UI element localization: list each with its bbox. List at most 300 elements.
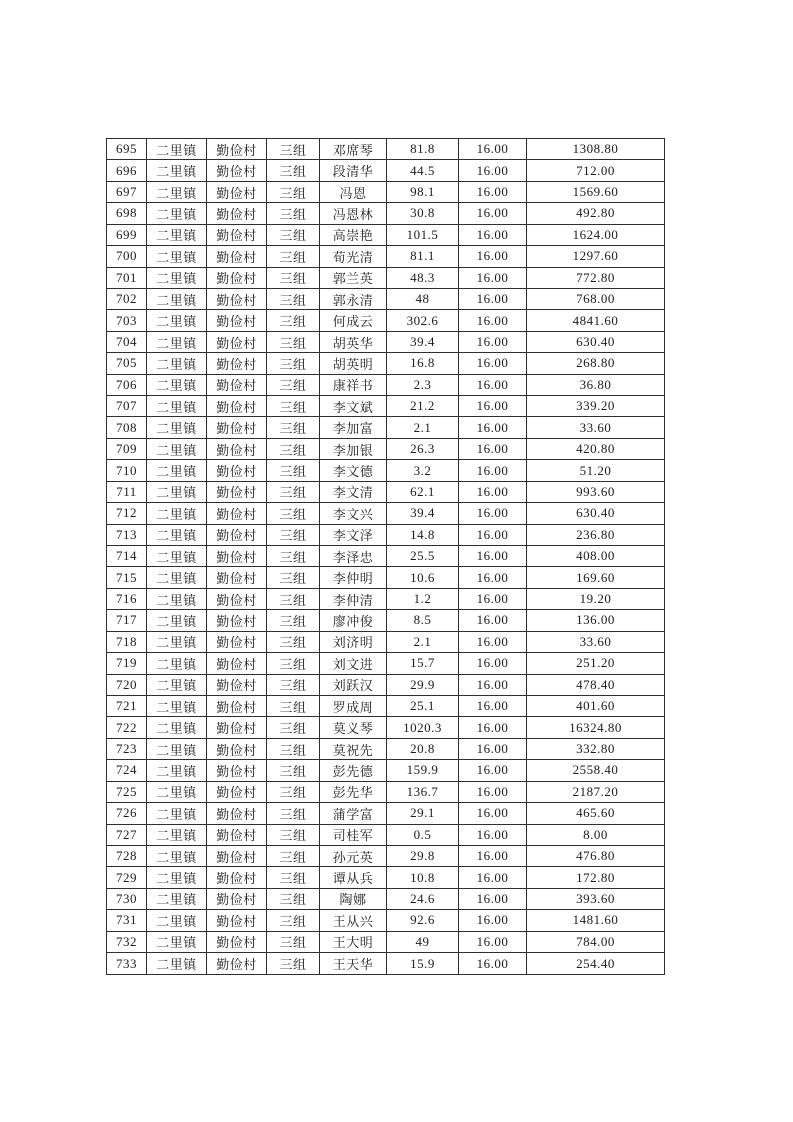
cell-village: 勤俭村 (207, 503, 267, 524)
cell-village: 勤俭村 (207, 695, 267, 716)
cell-amount: 172.80 (527, 867, 665, 888)
cell-area: 25.5 (387, 546, 459, 567)
cell-area: 39.4 (387, 503, 459, 524)
cell-village: 勤俭村 (207, 331, 267, 352)
cell-seq: 730 (107, 888, 147, 909)
table-row (107, 438, 665, 459)
cell-group: 三组 (267, 867, 320, 888)
cell-amount: 772.80 (527, 267, 665, 288)
cell-unit_price: 16.00 (459, 160, 527, 181)
cell-unit_price: 16.00 (459, 781, 527, 802)
cell-amount: 768.00 (527, 288, 665, 309)
cell-town: 二里镇 (147, 695, 207, 716)
table-row (107, 567, 665, 588)
cell-name: 高崇艳 (320, 224, 387, 245)
cell-area: 21.2 (387, 396, 459, 417)
cell-seq: 724 (107, 760, 147, 781)
cell-village: 勤俭村 (207, 481, 267, 502)
cell-town: 二里镇 (147, 353, 207, 374)
cell-unit_price: 16.00 (459, 460, 527, 481)
cell-group: 三组 (267, 588, 320, 609)
cell-name: 莫祝先 (320, 738, 387, 759)
cell-seq: 717 (107, 610, 147, 631)
cell-group: 三组 (267, 310, 320, 331)
cell-amount: 8.00 (527, 824, 665, 845)
cell-seq: 716 (107, 588, 147, 609)
cell-town: 二里镇 (147, 931, 207, 952)
cell-unit_price: 16.00 (459, 610, 527, 631)
table-row (107, 781, 665, 802)
cell-area: 1.2 (387, 588, 459, 609)
cell-unit_price: 16.00 (459, 224, 527, 245)
payment-table (106, 138, 665, 975)
cell-unit_price: 16.00 (459, 139, 527, 160)
cell-seq: 702 (107, 288, 147, 309)
cell-town: 二里镇 (147, 738, 207, 759)
cell-unit_price: 16.00 (459, 845, 527, 866)
cell-town: 二里镇 (147, 503, 207, 524)
table-row (107, 631, 665, 652)
cell-group: 三组 (267, 438, 320, 459)
cell-name: 李文兴 (320, 503, 387, 524)
cell-town: 二里镇 (147, 246, 207, 267)
table-row (107, 224, 665, 245)
cell-name: 李文斌 (320, 396, 387, 417)
cell-area: 14.8 (387, 524, 459, 545)
table-row (107, 695, 665, 716)
cell-unit_price: 16.00 (459, 695, 527, 716)
cell-name: 胡英明 (320, 353, 387, 374)
cell-seq: 713 (107, 524, 147, 545)
table-row (107, 760, 665, 781)
cell-group: 三组 (267, 374, 320, 395)
cell-village: 勤俭村 (207, 824, 267, 845)
cell-amount: 476.80 (527, 845, 665, 866)
cell-area: 2.3 (387, 374, 459, 395)
cell-area: 302.6 (387, 310, 459, 331)
cell-name: 王从兴 (320, 910, 387, 931)
cell-seq: 714 (107, 546, 147, 567)
cell-village: 勤俭村 (207, 160, 267, 181)
cell-area: 44.5 (387, 160, 459, 181)
cell-unit_price: 16.00 (459, 867, 527, 888)
cell-town: 二里镇 (147, 546, 207, 567)
table-row (107, 610, 665, 631)
cell-area: 98.1 (387, 181, 459, 202)
cell-group: 三组 (267, 288, 320, 309)
cell-unit_price: 16.00 (459, 824, 527, 845)
cell-unit_price: 16.00 (459, 910, 527, 931)
cell-area: 15.9 (387, 953, 459, 975)
cell-seq: 695 (107, 139, 147, 160)
cell-amount: 993.60 (527, 481, 665, 502)
cell-area: 10.8 (387, 867, 459, 888)
table-row (107, 910, 665, 931)
cell-village: 勤俭村 (207, 588, 267, 609)
cell-town: 二里镇 (147, 460, 207, 481)
cell-village: 勤俭村 (207, 931, 267, 952)
cell-name: 李文泽 (320, 524, 387, 545)
cell-group: 三组 (267, 460, 320, 481)
table-row (107, 288, 665, 309)
cell-amount: 16324.80 (527, 717, 665, 738)
cell-group: 三组 (267, 524, 320, 545)
cell-amount: 268.80 (527, 353, 665, 374)
cell-amount: 1481.60 (527, 910, 665, 931)
cell-name: 段清华 (320, 160, 387, 181)
table-row (107, 460, 665, 481)
table-row (107, 888, 665, 909)
cell-seq: 722 (107, 717, 147, 738)
cell-amount: 784.00 (527, 931, 665, 952)
cell-unit_price: 16.00 (459, 567, 527, 588)
cell-area: 20.8 (387, 738, 459, 759)
cell-town: 二里镇 (147, 588, 207, 609)
cell-name: 蒲学富 (320, 803, 387, 824)
cell-unit_price: 16.00 (459, 503, 527, 524)
cell-name: 李加富 (320, 417, 387, 438)
cell-village: 勤俭村 (207, 760, 267, 781)
cell-area: 26.3 (387, 438, 459, 459)
cell-area: 101.5 (387, 224, 459, 245)
cell-village: 勤俭村 (207, 953, 267, 975)
cell-name: 李文清 (320, 481, 387, 502)
cell-village: 勤俭村 (207, 803, 267, 824)
cell-name: 莫义琴 (320, 717, 387, 738)
cell-unit_price: 16.00 (459, 653, 527, 674)
cell-seq: 699 (107, 224, 147, 245)
cell-seq: 700 (107, 246, 147, 267)
cell-village: 勤俭村 (207, 224, 267, 245)
cell-village: 勤俭村 (207, 781, 267, 802)
table-row (107, 267, 665, 288)
cell-name: 郭永清 (320, 288, 387, 309)
cell-seq: 707 (107, 396, 147, 417)
cell-village: 勤俭村 (207, 867, 267, 888)
cell-unit_price: 16.00 (459, 803, 527, 824)
cell-seq: 718 (107, 631, 147, 652)
cell-seq: 703 (107, 310, 147, 331)
cell-unit_price: 16.00 (459, 310, 527, 331)
cell-amount: 712.00 (527, 160, 665, 181)
cell-village: 勤俭村 (207, 631, 267, 652)
cell-name: 邓席琴 (320, 139, 387, 160)
table-row (107, 203, 665, 224)
cell-area: 25.1 (387, 695, 459, 716)
cell-area: 136.7 (387, 781, 459, 802)
cell-village: 勤俭村 (207, 567, 267, 588)
cell-group: 三组 (267, 695, 320, 716)
cell-area: 92.6 (387, 910, 459, 931)
cell-area: 0.5 (387, 824, 459, 845)
cell-group: 三组 (267, 203, 320, 224)
cell-town: 二里镇 (147, 653, 207, 674)
cell-village: 勤俭村 (207, 374, 267, 395)
table-row (107, 953, 665, 975)
cell-town: 二里镇 (147, 181, 207, 202)
cell-village: 勤俭村 (207, 396, 267, 417)
cell-amount: 1308.80 (527, 139, 665, 160)
cell-amount: 1624.00 (527, 224, 665, 245)
cell-seq: 726 (107, 803, 147, 824)
table-row (107, 674, 665, 695)
cell-unit_price: 16.00 (459, 481, 527, 502)
cell-unit_price: 16.00 (459, 417, 527, 438)
cell-name: 冯恩林 (320, 203, 387, 224)
cell-village: 勤俭村 (207, 438, 267, 459)
cell-name: 司桂军 (320, 824, 387, 845)
cell-seq: 721 (107, 695, 147, 716)
cell-town: 二里镇 (147, 438, 207, 459)
cell-group: 三组 (267, 246, 320, 267)
cell-village: 勤俭村 (207, 674, 267, 695)
cell-name: 何成云 (320, 310, 387, 331)
cell-group: 三组 (267, 331, 320, 352)
cell-name: 罗成周 (320, 695, 387, 716)
cell-amount: 1297.60 (527, 246, 665, 267)
cell-village: 勤俭村 (207, 246, 267, 267)
cell-town: 二里镇 (147, 803, 207, 824)
cell-area: 15.7 (387, 653, 459, 674)
cell-name: 李文德 (320, 460, 387, 481)
table-row (107, 738, 665, 759)
cell-name: 刘济明 (320, 631, 387, 652)
cell-seq: 701 (107, 267, 147, 288)
cell-name: 胡英华 (320, 331, 387, 352)
table-row (107, 588, 665, 609)
cell-unit_price: 16.00 (459, 331, 527, 352)
cell-group: 三组 (267, 781, 320, 802)
cell-unit_price: 16.00 (459, 931, 527, 952)
table-row (107, 524, 665, 545)
cell-town: 二里镇 (147, 139, 207, 160)
cell-group: 三组 (267, 567, 320, 588)
cell-village: 勤俭村 (207, 845, 267, 866)
cell-group: 三组 (267, 888, 320, 909)
cell-amount: 332.80 (527, 738, 665, 759)
cell-village: 勤俭村 (207, 653, 267, 674)
cell-group: 三组 (267, 717, 320, 738)
cell-amount: 393.60 (527, 888, 665, 909)
cell-town: 二里镇 (147, 288, 207, 309)
cell-group: 三组 (267, 181, 320, 202)
cell-area: 39.4 (387, 331, 459, 352)
cell-amount: 236.80 (527, 524, 665, 545)
table-row (107, 396, 665, 417)
cell-amount: 251.20 (527, 653, 665, 674)
cell-area: 2.1 (387, 417, 459, 438)
cell-group: 三组 (267, 224, 320, 245)
cell-name: 冯恩 (320, 181, 387, 202)
cell-town: 二里镇 (147, 674, 207, 695)
cell-group: 三组 (267, 267, 320, 288)
cell-seq: 705 (107, 353, 147, 374)
cell-amount: 254.40 (527, 953, 665, 975)
table-row (107, 246, 665, 267)
table-row (107, 310, 665, 331)
cell-village: 勤俭村 (207, 888, 267, 909)
cell-town: 二里镇 (147, 374, 207, 395)
cell-town: 二里镇 (147, 953, 207, 975)
cell-amount: 2187.20 (527, 781, 665, 802)
cell-amount: 339.20 (527, 396, 665, 417)
cell-unit_price: 16.00 (459, 738, 527, 759)
cell-group: 三组 (267, 417, 320, 438)
cell-seq: 715 (107, 567, 147, 588)
cell-town: 二里镇 (147, 781, 207, 802)
cell-amount: 36.80 (527, 374, 665, 395)
cell-unit_price: 16.00 (459, 953, 527, 975)
table-row (107, 803, 665, 824)
cell-area: 81.8 (387, 139, 459, 160)
cell-group: 三组 (267, 139, 320, 160)
cell-amount: 630.40 (527, 331, 665, 352)
cell-seq: 729 (107, 867, 147, 888)
cell-town: 二里镇 (147, 760, 207, 781)
cell-seq: 698 (107, 203, 147, 224)
cell-area: 48.3 (387, 267, 459, 288)
table-row (107, 353, 665, 374)
cell-amount: 169.60 (527, 567, 665, 588)
cell-group: 三组 (267, 760, 320, 781)
cell-town: 二里镇 (147, 396, 207, 417)
cell-group: 三组 (267, 674, 320, 695)
table-row (107, 546, 665, 567)
cell-group: 三组 (267, 503, 320, 524)
cell-seq: 697 (107, 181, 147, 202)
cell-village: 勤俭村 (207, 910, 267, 931)
cell-town: 二里镇 (147, 567, 207, 588)
cell-village: 勤俭村 (207, 353, 267, 374)
cell-area: 1020.3 (387, 717, 459, 738)
cell-seq: 696 (107, 160, 147, 181)
cell-town: 二里镇 (147, 267, 207, 288)
cell-area: 3.2 (387, 460, 459, 481)
table-row (107, 824, 665, 845)
cell-amount: 51.20 (527, 460, 665, 481)
cell-amount: 136.00 (527, 610, 665, 631)
cell-amount: 465.60 (527, 803, 665, 824)
cell-town: 二里镇 (147, 524, 207, 545)
cell-amount: 408.00 (527, 546, 665, 567)
cell-town: 二里镇 (147, 824, 207, 845)
cell-unit_price: 16.00 (459, 438, 527, 459)
cell-town: 二里镇 (147, 867, 207, 888)
cell-seq: 723 (107, 738, 147, 759)
cell-area: 29.9 (387, 674, 459, 695)
cell-name: 彭先德 (320, 760, 387, 781)
cell-unit_price: 16.00 (459, 288, 527, 309)
cell-area: 49 (387, 931, 459, 952)
cell-unit_price: 16.00 (459, 203, 527, 224)
cell-group: 三组 (267, 803, 320, 824)
table-row (107, 160, 665, 181)
cell-village: 勤俭村 (207, 546, 267, 567)
cell-area: 10.6 (387, 567, 459, 588)
cell-seq: 710 (107, 460, 147, 481)
cell-unit_price: 16.00 (459, 374, 527, 395)
table-row (107, 331, 665, 352)
cell-area: 48 (387, 288, 459, 309)
cell-town: 二里镇 (147, 717, 207, 738)
cell-seq: 706 (107, 374, 147, 395)
cell-name: 谭从兵 (320, 867, 387, 888)
cell-unit_price: 16.00 (459, 353, 527, 374)
cell-area: 29.8 (387, 845, 459, 866)
cell-name: 李加银 (320, 438, 387, 459)
cell-unit_price: 16.00 (459, 674, 527, 695)
cell-area: 2.1 (387, 631, 459, 652)
cell-group: 三组 (267, 953, 320, 975)
cell-area: 24.6 (387, 888, 459, 909)
cell-unit_price: 16.00 (459, 717, 527, 738)
cell-village: 勤俭村 (207, 717, 267, 738)
cell-group: 三组 (267, 160, 320, 181)
cell-amount: 4841.60 (527, 310, 665, 331)
cell-group: 三组 (267, 396, 320, 417)
cell-amount: 492.80 (527, 203, 665, 224)
cell-town: 二里镇 (147, 888, 207, 909)
cell-amount: 401.60 (527, 695, 665, 716)
cell-town: 二里镇 (147, 224, 207, 245)
cell-seq: 712 (107, 503, 147, 524)
cell-seq: 731 (107, 910, 147, 931)
cell-village: 勤俭村 (207, 524, 267, 545)
cell-group: 三组 (267, 610, 320, 631)
cell-name: 李仲明 (320, 567, 387, 588)
cell-seq: 709 (107, 438, 147, 459)
table-row (107, 653, 665, 674)
cell-name: 刘跃汉 (320, 674, 387, 695)
cell-name: 王大明 (320, 931, 387, 952)
cell-area: 62.1 (387, 481, 459, 502)
cell-seq: 732 (107, 931, 147, 952)
cell-amount: 33.60 (527, 417, 665, 438)
cell-area: 8.5 (387, 610, 459, 631)
cell-amount: 33.60 (527, 631, 665, 652)
cell-area: 16.8 (387, 353, 459, 374)
cell-seq: 711 (107, 481, 147, 502)
cell-seq: 728 (107, 845, 147, 866)
cell-amount: 478.40 (527, 674, 665, 695)
table-row (107, 845, 665, 866)
table-body (107, 139, 665, 975)
cell-town: 二里镇 (147, 631, 207, 652)
cell-amount: 2558.40 (527, 760, 665, 781)
table-row (107, 481, 665, 502)
table-row (107, 717, 665, 738)
cell-area: 30.8 (387, 203, 459, 224)
cell-group: 三组 (267, 353, 320, 374)
cell-name: 康祥书 (320, 374, 387, 395)
cell-village: 勤俭村 (207, 203, 267, 224)
cell-seq: 704 (107, 331, 147, 352)
cell-name: 刘文进 (320, 653, 387, 674)
cell-name: 荀光清 (320, 246, 387, 267)
table-row (107, 374, 665, 395)
cell-area: 159.9 (387, 760, 459, 781)
cell-town: 二里镇 (147, 417, 207, 438)
cell-group: 三组 (267, 481, 320, 502)
cell-village: 勤俭村 (207, 139, 267, 160)
cell-village: 勤俭村 (207, 310, 267, 331)
cell-area: 81.1 (387, 246, 459, 267)
cell-town: 二里镇 (147, 610, 207, 631)
cell-village: 勤俭村 (207, 460, 267, 481)
cell-amount: 1569.60 (527, 181, 665, 202)
cell-seq: 708 (107, 417, 147, 438)
cell-unit_price: 16.00 (459, 546, 527, 567)
